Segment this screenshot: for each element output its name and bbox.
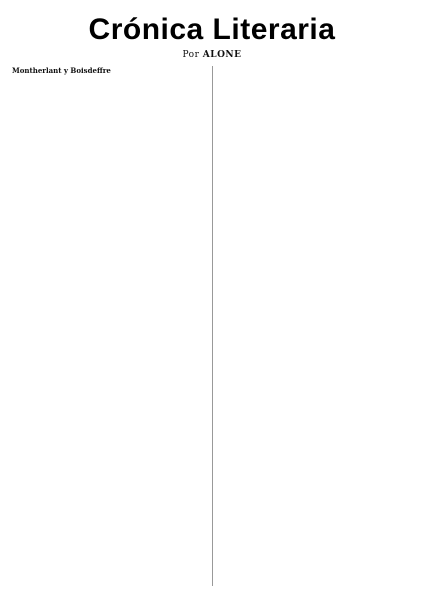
page-title: Crónica Literaria [88, 13, 336, 46]
masthead [12, 14, 412, 46]
column-divider [212, 66, 213, 586]
article-columns [12, 66, 412, 586]
left-column [12, 66, 202, 586]
byline-name: ALONE [202, 49, 242, 60]
right-column [223, 66, 413, 586]
byline [12, 50, 412, 60]
byline-prefix: Por [182, 49, 200, 60]
section-heading: Montherlant y Boisdeffre [12, 65, 111, 75]
